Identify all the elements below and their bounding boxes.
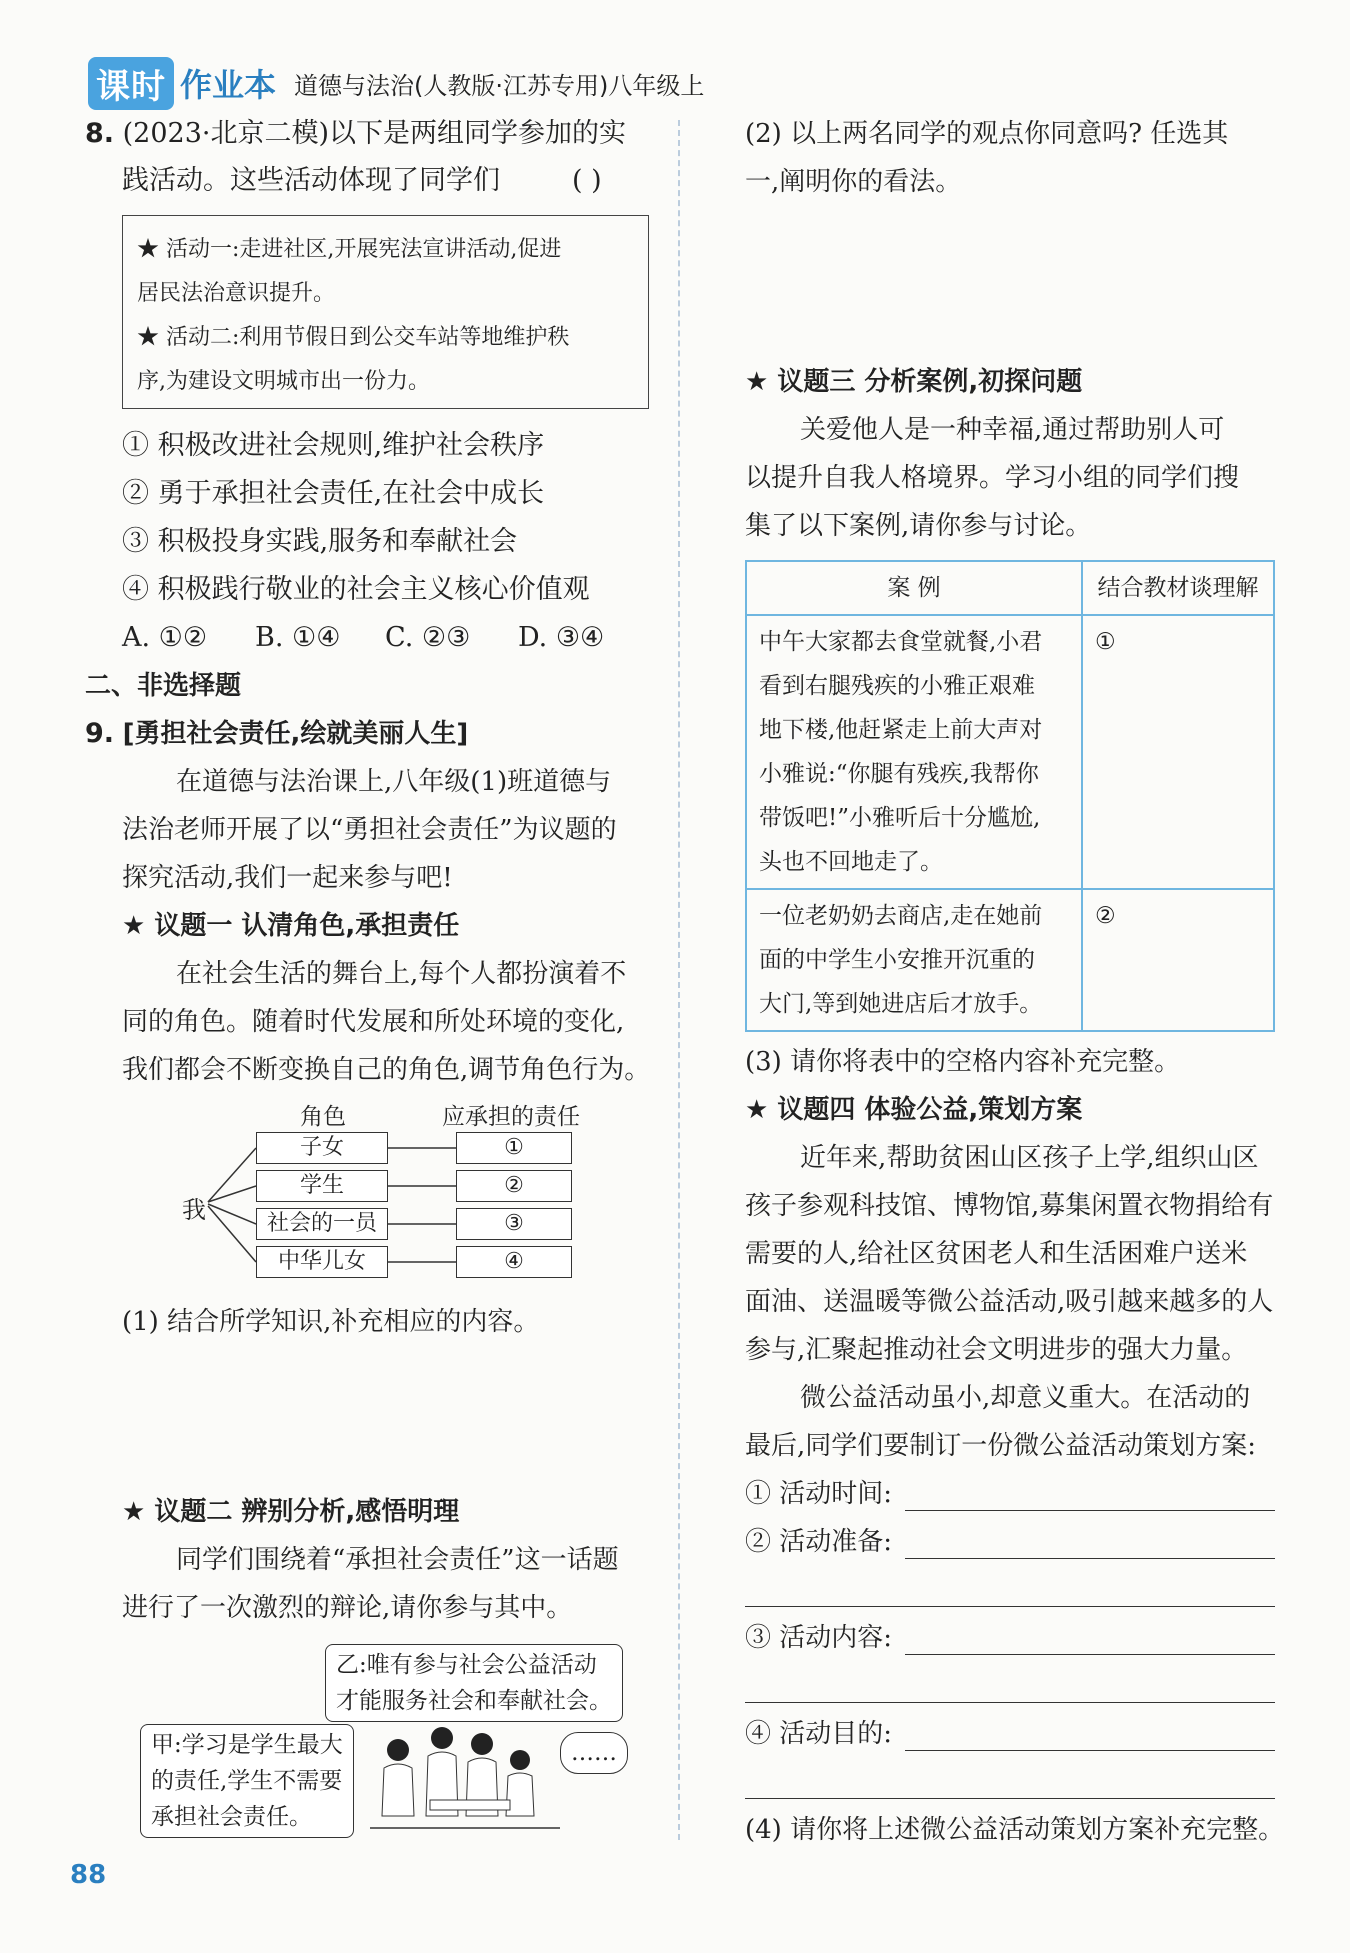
topic2-para: 进行了一次激烈的辩论,请你参与其中。 <box>122 1593 573 1623</box>
series-logo: 课时 <box>88 57 174 110</box>
plan-content-label: ③ 活动内容: <box>745 1623 893 1653</box>
q8-line1: 8. (2023·北京二模)以下是两组同学参加的实 <box>85 118 627 149</box>
topic3-heading: ★ 议题三 分析案例,初探问题 <box>745 367 1083 397</box>
table-header: 结合教材谈理解 <box>1082 561 1274 615</box>
topic4-heading: ★ 议题四 体验公益,策划方案 <box>745 1095 1083 1125</box>
topic3-para: 关爱他人是一种幸福,通过帮助别人可 <box>800 415 1225 445</box>
table-row <box>746 615 1274 889</box>
plan-purpose-label: ④ 活动目的: <box>745 1719 893 1749</box>
option-1: ① 积极改进社会规则,维护社会秩序 <box>122 430 545 461</box>
role-box: 学生 <box>256 1170 388 1202</box>
series-logo-text: 作业本 <box>180 66 277 104</box>
role-box: 社会的一员 <box>256 1208 388 1240</box>
answer-blank: ( ) <box>572 165 602 196</box>
case-cell: 一位老奶奶去商店,走在她前 面的中学生小安推开沉重的 大门,等到她进店后才放手。 <box>746 889 1082 1031</box>
activity-line: ★ 活动二:利用节假日到公交车站等地维护秩 <box>137 325 570 350</box>
topic1-heading: ★ 议题一 认清角色,承担责任 <box>122 911 460 941</box>
plan-time-label: ① 活动时间: <box>745 1479 893 1509</box>
topic3-para: 集了以下案例,请你参与讨论。 <box>745 511 1092 541</box>
sub-question-1: (1) 结合所学知识,补充相应的内容。 <box>122 1307 540 1337</box>
role-box: 子女 <box>256 1132 388 1164</box>
me-label: 我 <box>182 1196 206 1224</box>
duty-box: ④ <box>456 1246 572 1278</box>
sub-question-3: (3) 请你将表中的空格内容补充完整。 <box>745 1047 1181 1077</box>
q9-title: 9. [勇担社会责任,绘就美丽人生] <box>85 718 469 749</box>
sub-question-2: (2) 以上两名同学的观点你同意吗? 任选其 <box>745 119 1229 149</box>
sub-question-2-cont: 一,阐明你的看法。 <box>745 167 962 197</box>
plan-time-blank[interactable] <box>905 1510 1275 1511</box>
topic2-heading: ★ 议题二 辨别分析,感悟明理 <box>122 1497 460 1527</box>
plan-prep-label: ② 活动准备: <box>745 1527 893 1557</box>
plan-purpose-blank-2[interactable] <box>745 1798 1275 1799</box>
activity-box <box>122 215 649 409</box>
q8-line2: 践活动。这些活动体现了同学们 <box>122 165 500 196</box>
role-box: 中华儿女 <box>256 1246 388 1278</box>
plan-prep-blank-2[interactable] <box>745 1606 1275 1607</box>
duty-column-label: 应承担的责任 <box>442 1104 580 1130</box>
option-4: ④ 积极践行敬业的社会主义核心价值观 <box>122 574 590 605</box>
page-header <box>88 58 704 108</box>
plan-purpose-blank[interactable] <box>905 1750 1275 1751</box>
plan-prep-blank[interactable] <box>905 1558 1275 1559</box>
role-diagram <box>180 1098 600 1288</box>
q9-intro: 探究活动,我们一起来参与吧! <box>122 863 453 893</box>
topic1-para: 在社会生活的舞台上,每个人都扮演着不 <box>176 959 627 989</box>
option-3: ③ 积极投身实践,服务和奉献社会 <box>122 526 518 557</box>
page-number: 88 <box>70 1860 107 1890</box>
subject-title: 道德与法治(人教版·江苏专用)八年级上 <box>294 71 705 100</box>
choice-d: D. ③④ <box>518 622 605 653</box>
section-heading: 二、非选择题 <box>85 671 242 701</box>
topic4-para2: 最后,同学们要制订一份微公益活动策划方案: <box>745 1431 1257 1461</box>
speech-bubble-jia: 甲:学习是学生最大 的责任,学生不需要 承担社会责任。 <box>140 1724 354 1838</box>
plan-content-blank-2[interactable] <box>745 1702 1275 1703</box>
students-illustration <box>370 1716 560 1840</box>
case-cell: 中午大家都去食堂就餐,小君 看到右腿残疾的小雅正艰难 地下楼,他赶紧走上前大声对 小雅说:“你腿有残疾,我帮你 带饭吧!”小雅听后十分尴尬, 头也不回地走了。 <box>746 615 1082 889</box>
table-header: 案 例 <box>746 561 1082 615</box>
q9-intro: 法治老师开展了以“勇担社会责任”为议题的 <box>122 815 617 845</box>
topic4-para: 参与,汇聚起推动社会文明进步的强大力量。 <box>745 1335 1248 1365</box>
activity-line: 居民法治意识提升。 <box>137 281 336 306</box>
speech-bubble-dots: …… <box>560 1732 628 1774</box>
table-header-row <box>746 561 1274 615</box>
topic4-para: 面油、送温暖等微公益活动,吸引越来越多的人 <box>745 1287 1274 1317</box>
topic4-para: 近年来,帮助贫困山区孩子上学,组织山区 <box>800 1143 1259 1173</box>
activity-line: ★ 活动一:走进社区,开展宪法宣讲活动,促进 <box>137 237 562 262</box>
speech-bubble-yi: 乙:唯有参与社会公益活动 才能服务社会和奉献社会。 <box>325 1644 623 1722</box>
choice-a: A. ①② <box>122 622 208 653</box>
answer-cell: ② <box>1082 889 1274 1031</box>
duty-box: ① <box>456 1132 572 1164</box>
duty-box: ② <box>456 1170 572 1202</box>
role-column-label: 角色 <box>300 1104 346 1130</box>
sub-question-4: (4) 请你将上述微公益活动策划方案补充完整。 <box>745 1815 1285 1845</box>
option-2: ② 勇于承担社会责任,在社会中成长 <box>122 478 545 509</box>
q9-intro: 在道德与法治课上,八年级(1)班道德与 <box>176 767 612 797</box>
topic2-para: 同学们围绕着“承担社会责任”这一话题 <box>176 1545 619 1575</box>
topic4-para: 需要的人,给社区贫困老人和生活困难户送米 <box>745 1239 1248 1269</box>
activity-line: 序,为建设文明城市出一份力。 <box>137 369 430 394</box>
topic1-para: 我们都会不断变换自己的角色,调节角色行为。 <box>122 1055 651 1085</box>
topic4-para: 孩子参观科技馆、博物馆,募集闲置衣物捐给有 <box>745 1191 1274 1221</box>
case-table <box>745 560 1275 1032</box>
duty-box: ③ <box>456 1208 572 1240</box>
topic3-para: 以提升自我人格境界。学习小组的同学们搜 <box>745 463 1240 493</box>
column-divider <box>678 120 680 1840</box>
table-row <box>746 889 1274 1031</box>
topic4-para2: 微公益活动虽小,却意义重大。在活动的 <box>800 1383 1251 1413</box>
choice-b: B. ①④ <box>255 622 341 653</box>
choice-c: C. ②③ <box>385 622 471 653</box>
answer-cell: ① <box>1082 615 1274 889</box>
plan-content-blank[interactable] <box>905 1654 1275 1655</box>
topic1-para: 同的角色。随着时代发展和所处环境的变化, <box>122 1007 625 1037</box>
